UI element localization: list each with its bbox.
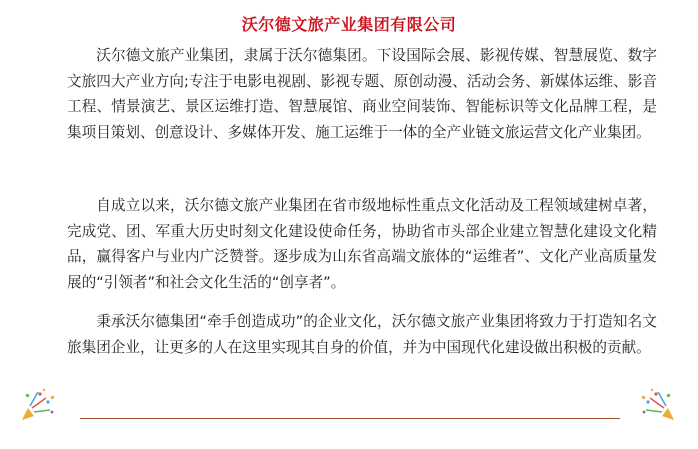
firework-confetti-icon bbox=[18, 388, 58, 422]
intro-paragraph-3: 秉承沃尔德集团“牵手创造成功”的企业文化，沃尔德文旅产业集团将致力于打造知名文旅集团企业，让更多的人在这里实现其自身的价值，并为中国现代化建设做出积极的贡献。 bbox=[67, 313, 657, 356]
page-title: 沃尔德文旅产业集团有限公司 bbox=[241, 15, 457, 34]
intro-paragraph-2: 自成立以来，沃尔德文旅产业集团在省市级地标性重点文化活动及工程领域建树卓著，完成党、团、军重大历史时刻文化建设使命任务，协助省市头部企业建立智慧化建设文化精品，赢得客户与业内广泛赞誉。逐步成为山东省高端文旅体的“运维者”、文化产业高质量发展的“引领者”和社会文化生活的“创享者”。 bbox=[67, 197, 657, 291]
firework-confetti-icon bbox=[638, 388, 678, 422]
footer-divider bbox=[80, 418, 620, 419]
intro-paragraph-1: 沃尔德文旅产业集团，隶属于沃尔德集团。下设国际会展、影视传媒、智慧展览、数字文旅四大产业方向;专注于电影电视剧、影视专题、原创动漫、活动会务、新媒体运维、影音工程、情景演艺、景区运维打造、智慧展馆、商业空间装饰、智能标识等文化品牌工程，是集项目策划、创意设计、多媒体开发、施工运维于一体的全产业链文旅运营文化产业集团。 bbox=[67, 47, 657, 141]
